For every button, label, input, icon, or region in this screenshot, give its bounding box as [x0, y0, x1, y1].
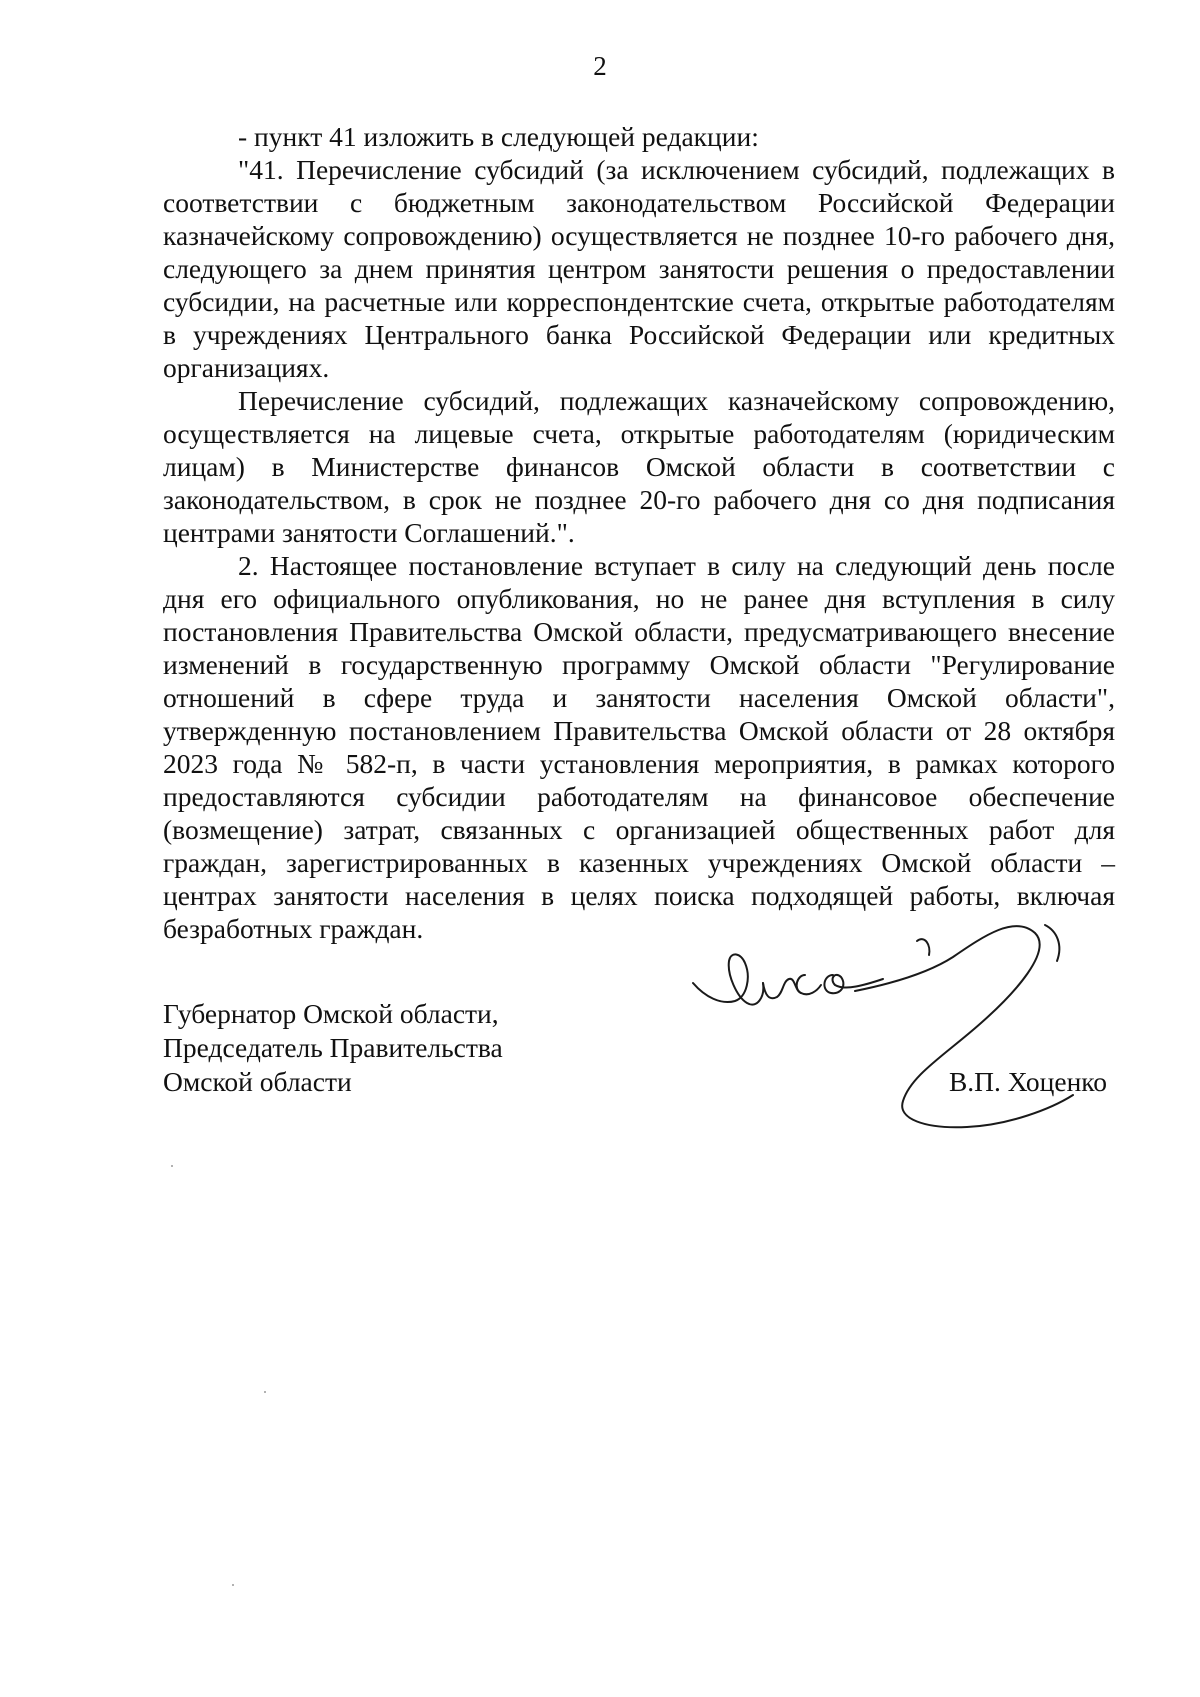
paragraph-clause-41: "41. Перечисление субсидий (за исключением субсидий, подлежащих в соответствии с бюджетным законодательством Российской Федерации казначейскому сопровождению) осуществляется не позднее 10-го рабочего дня, следующего за днем принятия центром занятости решения о предоставлении субсидии, на расчетные или корреспондентские счета, открытые работодателям в учреждениях Центрального банка Российской Федерации или кредитных организациях.	[163, 154, 1115, 383]
signatory-title	[163, 997, 503, 1099]
document-body	[163, 120, 1115, 945]
handwritten-signature	[685, 905, 1125, 1135]
scan-speck	[264, 1391, 266, 1393]
page-number: 2	[593, 51, 607, 81]
signatory-title-line: Губернатор Омской области,	[163, 998, 499, 1029]
scan-speck	[232, 1584, 234, 1586]
scan-speck	[171, 1165, 173, 1167]
signatory-title-line: Председатель Правительства	[163, 1032, 503, 1063]
signatory-title-line: Омской области	[163, 1066, 352, 1097]
signatory-name: В.П. Хоценко	[948, 1066, 1107, 1097]
paragraph-amendment-intro: - пункт 41 изложить в следующей редакции:	[238, 121, 759, 152]
paragraph-effective-date: 2. Настоящее постановление вступает в силу на следующий день после дня его официального опубликования, но не ранее дня вступления в силу постановления Правительства Омской области, предусматривающего внесение изменений в государственную программу Омской области "Регулирование отношений в сфере труда и занятости населения Омской области", утвержденную постановлением Правительства Омской области от 28 октября 2023 года № 582-п, в части установления мероприятия, в рамках которого предоставляются субсидии работодателям на финансовое обеспечение (возмещение) затрат, связанных с организацией общественных работ для граждан, зарегистрированных в казенных учреждениях Омской области – центрах занятости населения в целях поиска подходящей работы, включая безработных граждан.	[163, 550, 1115, 944]
paragraph-treasury-transfer: Перечисление субсидий, подлежащих казначейскому сопровождению, осуществляется на лицевые счета, открытые работодателям (юридическим лицам) в Министерстве финансов Омской области в соответствии с законодательством, в срок не позднее 20-го рабочего дня со дня подписания центрами занятости Соглашений.".	[163, 385, 1115, 548]
